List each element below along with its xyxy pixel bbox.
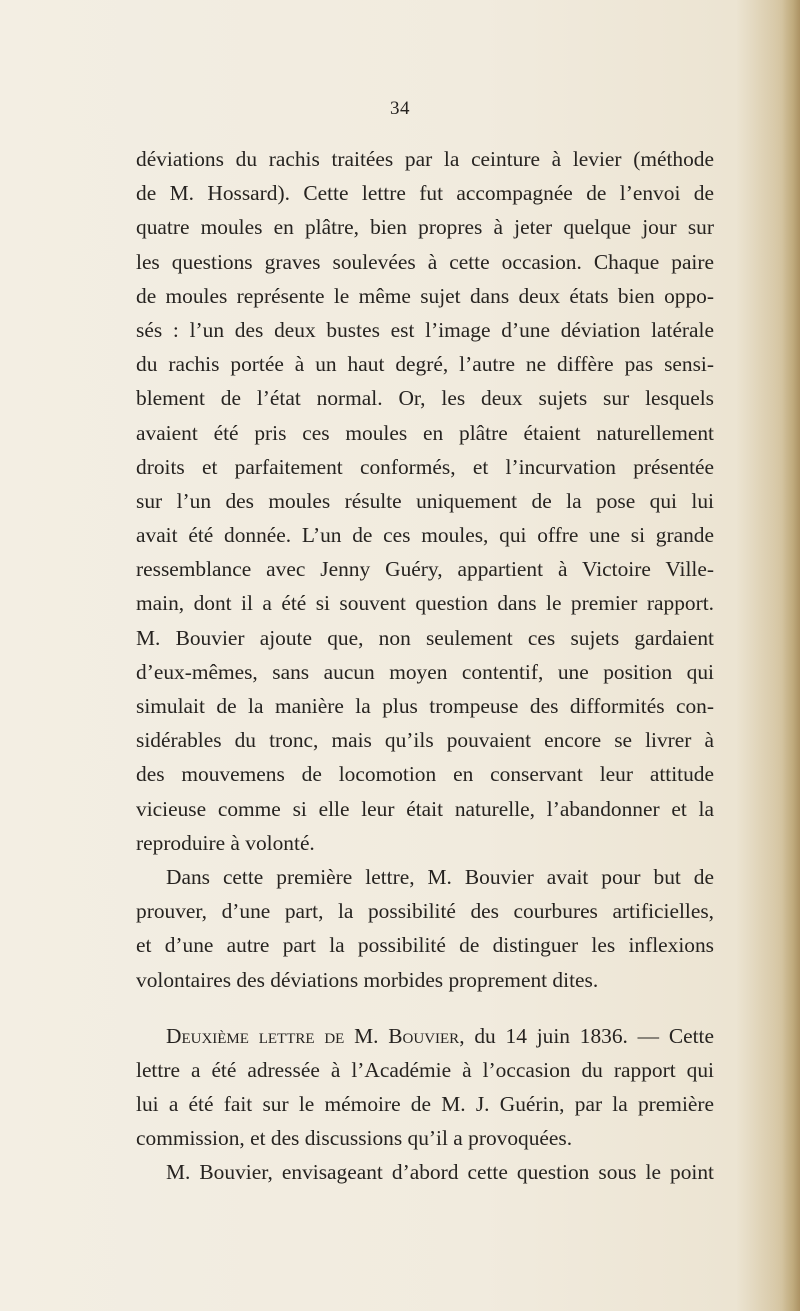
- section-heading: Deuxième lettre de M. Bouvier,: [166, 1023, 465, 1048]
- body-text: [136, 142, 714, 1190]
- heading-continuation: du 14 juin 1836. — Cette: [474, 1023, 714, 1048]
- text-line: simulait de la manière la plus trompeuse des difformités con-: [136, 694, 714, 718]
- text-line: des mouvemens de locomotion en conservant leur attitude: [136, 762, 714, 787]
- paragraph: [136, 1019, 714, 1156]
- text-line: d’eux-mêmes, sans aucun moyen contentif, une position qui: [136, 659, 714, 684]
- text-line: prouver, d’une part, la possibilité des courbures artificielles,: [136, 899, 714, 924]
- text-line: M. Bouvier ajoute que, non seulement ces sujets gardaient: [136, 625, 714, 650]
- text-line: commission, et des discussions qu’il a provoquées.: [136, 1126, 573, 1151]
- text-line: avait été donnée. L’un de ces moules, qui offre une si grande: [136, 523, 714, 548]
- text-line: de M. Hossard). Cette lettre fut accompagnée de l’envoi de: [136, 181, 714, 206]
- text-line: volontaires des déviations morbides proprement dites.: [136, 967, 599, 992]
- text-line: sés : l’un des deux bustes est l’image d’une déviation latérale: [136, 317, 714, 342]
- text-line: de moules représente le même sujet dans deux états bien oppo-: [136, 283, 714, 308]
- text-line: les questions graves soulevées à cette occasion. Chaque paire: [136, 249, 714, 274]
- text-line: Dans cette première lettre, M. Bouvier avait pour but de: [166, 864, 714, 889]
- text-line: reproduire à volonté.: [136, 830, 315, 855]
- text-line: M. Bouvier, envisageant d’abord cette question sous le point: [166, 1160, 714, 1185]
- text-line: et d’une autre part la possibilité de distinguer les inflexions: [136, 933, 714, 958]
- page-number: 34: [390, 98, 410, 119]
- text-line: du rachis portée à un haut degré, l’autre ne diffère pas sensi-: [136, 352, 714, 377]
- text-line: blement de l’état normal. Or, les deux sujets sur lesquels: [136, 386, 714, 411]
- text-line: sur l’un des moules résulte uniquement de la pose qui lui: [136, 488, 714, 513]
- paragraph: [136, 1155, 714, 1189]
- text-line: quatre moules en plâtre, bien propres à jeter quelque jour sur: [136, 215, 714, 240]
- text-line: [136, 1019, 714, 1053]
- text-line: droits et parfaitement conformés, et l’incurvation présentée: [136, 454, 714, 479]
- paragraph: [136, 860, 714, 997]
- text-line: ressemblance avec Jenny Guéry, appartient à Victoire Ville-: [136, 557, 714, 582]
- text-line: déviations du rachis traitées par la ceinture à levier (méthode: [136, 147, 714, 171]
- text-line: main, dont il a été si souvent question dans le premier rapport.: [136, 591, 714, 616]
- text-line: lettre a été adressée à l’Académie à l’occasion du rapport qui: [136, 1057, 714, 1082]
- paragraph: [136, 142, 714, 860]
- text-line: vicieuse comme si elle leur était naturelle, l’abandonner et la: [136, 796, 714, 821]
- text-line: sidérables du tronc, mais qu’ils pouvaient encore se livrer à: [136, 728, 714, 753]
- page-edge-shadow: [782, 0, 800, 1311]
- text-line: avaient été pris ces moules en plâtre étaient naturellement: [136, 420, 714, 445]
- paragraph-gap: [136, 997, 714, 1019]
- text-line: lui a été fait sur le mémoire de M. J. Guérin, par la première: [136, 1092, 714, 1117]
